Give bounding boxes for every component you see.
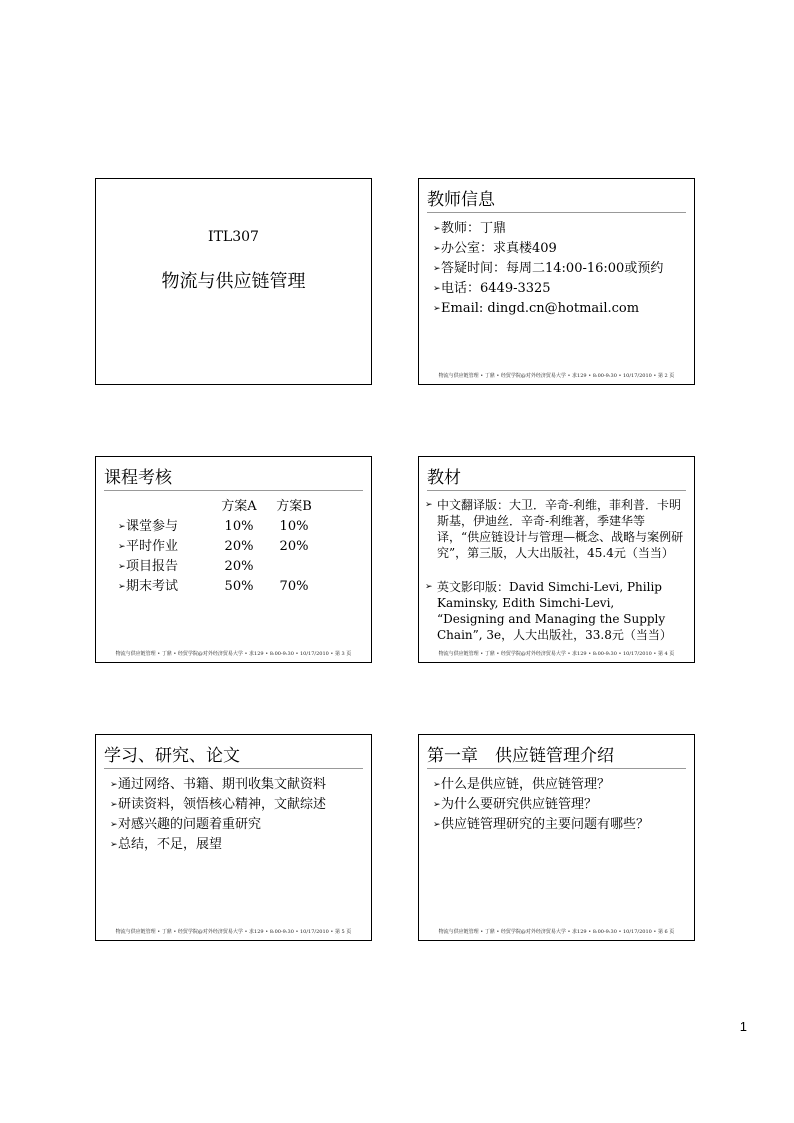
arrowhead-bullet-icon: ➢ xyxy=(433,820,441,830)
arrowhead-bullet-icon: ➢ xyxy=(433,244,441,254)
list-item: ➢ 中文翻译版：大卫．辛奇-利维，菲利普．卡明斯基，伊迪丝．辛奇-利维著，季建华等译，“供应链设计与管理—概念、战略与案例研究”，第三版，人大出版社，45.4元（当当） xyxy=(425,498,684,560)
list-item: ➢办公室：求真楼409 xyxy=(433,239,684,259)
bullet-list xyxy=(433,775,684,835)
list-item: ➢通过网络、书籍、期刊收集文献资料 xyxy=(110,775,361,795)
slide-footer: 物流与供应链管理 • 丁鼎 • 经贸学院@对外经济贸易大学 • 求129 • 8:00-9:30 • 10/17/2010 • 第 6 页 xyxy=(438,929,675,935)
arrowhead-bullet-icon: ➢ xyxy=(425,500,433,510)
bullet-list xyxy=(110,775,361,855)
list-item: ➢什么是供应链，供应链管理？ xyxy=(433,775,684,795)
slide-5-study-research xyxy=(95,734,372,941)
title-divider xyxy=(427,490,686,491)
list-item: ➢电话：6449-3325 xyxy=(433,279,684,299)
slide-title: 教材 xyxy=(427,468,461,488)
title-divider xyxy=(427,212,686,213)
arrowhead-bullet-icon: ➢ xyxy=(110,780,118,790)
list-item: ➢研读资料，领悟核心精神，文献综述 xyxy=(110,795,361,815)
list-item: ➢教师：丁鼎 xyxy=(433,219,684,239)
slide-4-textbooks xyxy=(418,456,695,663)
list-item: ➢为什么要研究供应链管理？ xyxy=(433,795,684,815)
title-divider xyxy=(427,768,686,769)
slide-3-assessment: 课程考核 方案A 方案B ➢课堂参与 10% 10% ➢平时作业 20% 20% ➢项目报告 20% ➢期末考试 50% 70% 物流与供应链管理 • 丁鼎 • 经贸学院@对外经济贸易大学 • 求129 • 8:00-9:30 • 10/17/2010 • 第 3 页 xyxy=(95,456,372,663)
slide-footer: 物流与供应链管理 • 丁鼎 • 经贸学院@对外经济贸易大学 • 求129 • 8:00-9:30 • 10/17/2010 • 第 4 页 xyxy=(438,651,675,657)
page-number: 1 xyxy=(739,1019,747,1034)
arrowhead-bullet-icon: ➢ xyxy=(118,522,126,532)
list-item: ➢总结，不足，展望 xyxy=(110,835,361,855)
arrowhead-bullet-icon: ➢ xyxy=(433,284,441,294)
arrowhead-bullet-icon: ➢ xyxy=(118,582,126,592)
list-item: ➢供应链管理研究的主要问题有哪些？ xyxy=(433,815,684,835)
arrowhead-bullet-icon: ➢ xyxy=(433,800,441,810)
arrowhead-bullet-icon: ➢ xyxy=(110,800,118,810)
slide-title: 学习、研究、论文 xyxy=(104,746,240,766)
arrowhead-bullet-icon: ➢ xyxy=(425,582,433,592)
bullet-list xyxy=(425,497,684,643)
list-item: ➢对感兴趣的问题着重研究 xyxy=(110,815,361,835)
arrowhead-bullet-icon: ➢ xyxy=(433,264,441,274)
slide-footer: 物流与供应链管理 • 丁鼎 • 经贸学院@对外经济贸易大学 • 求129 • 8:00-9:30 • 10/17/2010 • 第 3 页 xyxy=(115,651,352,657)
course-code: ITL307 xyxy=(208,229,259,245)
arrowhead-bullet-icon: ➢ xyxy=(118,562,126,572)
slide-footer: 物流与供应链管理 • 丁鼎 • 经贸学院@对外经济贸易大学 • 求129 • 8:00-9:30 • 10/17/2010 • 第 5 页 xyxy=(115,929,352,935)
slide-title: 第一章 供应链管理介绍 xyxy=(427,746,614,766)
arrowhead-bullet-icon: ➢ xyxy=(110,840,118,850)
title-divider xyxy=(104,490,363,491)
slide-title: 课程考核 xyxy=(104,468,172,488)
slide-title: 教师信息 xyxy=(427,190,495,210)
list-item: ➢答疑时间：每周二14:00-16:00或预约 xyxy=(433,259,684,279)
column-header-b: 方案B xyxy=(276,499,312,514)
list-item: ➢Email: dingd.cn@hotmail.com xyxy=(433,299,684,319)
bullet-list xyxy=(433,219,684,319)
arrowhead-bullet-icon: ➢ xyxy=(118,542,126,552)
slide-6-chapter-one xyxy=(418,734,695,941)
slide-2-teacher-info xyxy=(418,178,695,385)
arrowhead-bullet-icon: ➢ xyxy=(433,224,441,234)
course-title: 物流与供应链管理 xyxy=(161,271,306,292)
column-header-a: 方案A xyxy=(221,499,257,514)
slide-1-title xyxy=(95,178,372,385)
arrowhead-bullet-icon: ➢ xyxy=(433,304,441,314)
list-item: ➢ 英文影印版：David Simchi-Levi, Philip Kaminsky, Edith Simchi-Levi, “Designing and Managing the Supply Chain”, 3e，人大出版社，33.8元（当当） xyxy=(425,580,672,642)
arrowhead-bullet-icon: ➢ xyxy=(433,780,441,790)
arrowhead-bullet-icon: ➢ xyxy=(110,820,118,830)
slide-footer: 物流与供应链管理 • 丁鼎 • 经贸学院@对外经济贸易大学 • 求129 • 8:00-9:30 • 10/17/2010 • 第 2 页 xyxy=(438,373,675,379)
title-divider xyxy=(104,768,363,769)
